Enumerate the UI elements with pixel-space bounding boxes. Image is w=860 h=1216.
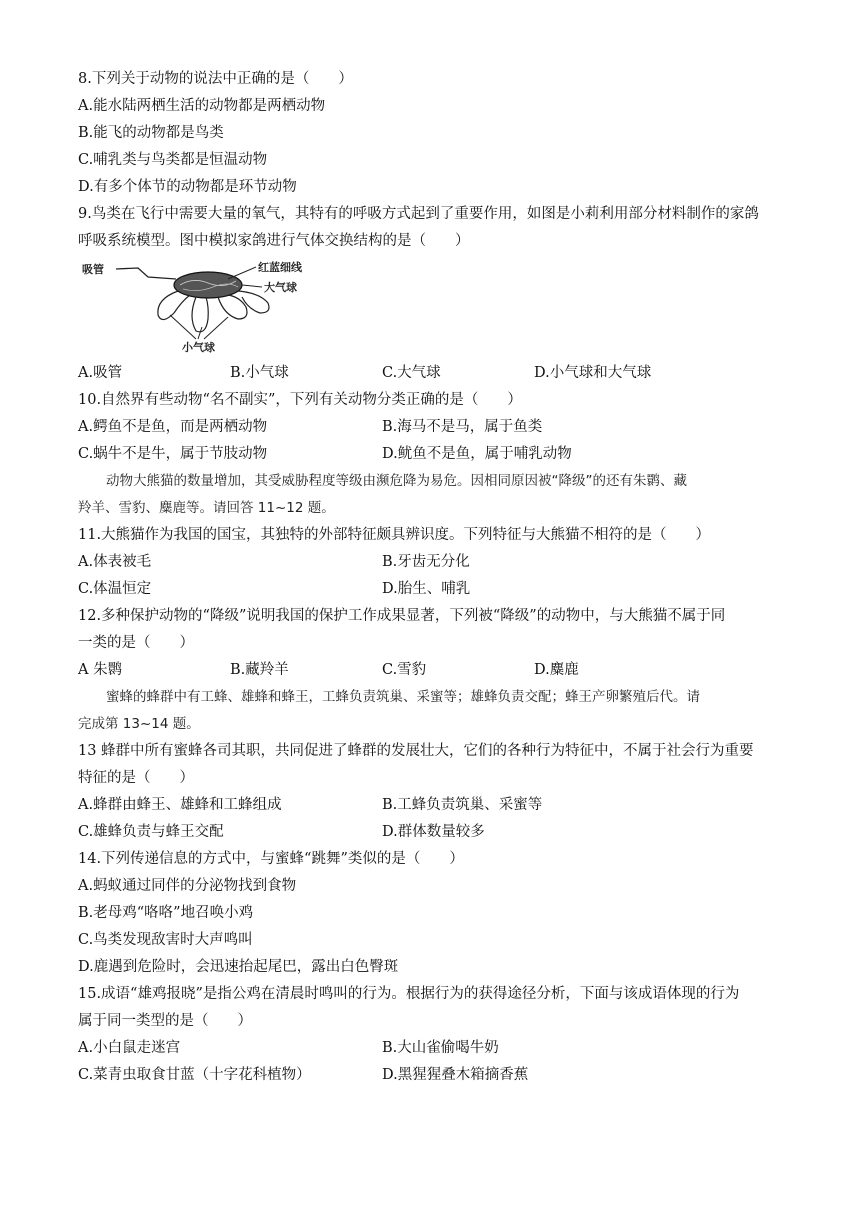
options-row bbox=[78, 819, 798, 846]
passage-line: 蜜蜂的蜂群中有工蜂、雄蜂和蜂王，工蜂负责筑巢、采蜜等；雄蜂负责交配；蜂王产卵繁殖后代。请 bbox=[106, 689, 700, 705]
option-b: B.海马不是马，属于鱼类 bbox=[382, 419, 543, 435]
options-row bbox=[78, 549, 798, 576]
option-d: D.麋鹿 bbox=[534, 662, 579, 678]
question-10 bbox=[78, 387, 798, 468]
passage-11-12 bbox=[78, 468, 798, 522]
question-stem-cont: 特征的是（ ） bbox=[78, 770, 194, 786]
passage-line: 完成第 13~14 题。 bbox=[78, 716, 200, 732]
option-a: A 朱鹮 bbox=[78, 662, 123, 678]
question-stem: 12.多种保护动物的“降级”说明我国的保护工作成果显著，下列被“降级”的动物中，与大熊猫不属于同 bbox=[78, 608, 726, 624]
option-a: A.小白鼠走迷宫 bbox=[78, 1040, 181, 1056]
model-drawing bbox=[78, 257, 378, 357]
passage-line: 羚羊、雪豹、麋鹿等。请回答 11~12 题。 bbox=[78, 500, 335, 516]
option-c: C.哺乳类与鸟类都是恒温动物 bbox=[78, 152, 268, 168]
question-11 bbox=[78, 522, 798, 603]
option-c: C.雪豹 bbox=[382, 662, 427, 678]
option-a: A.能水陆两栖生活的动物都是两栖动物 bbox=[78, 98, 326, 114]
option-d: D.有多个体节的动物都是环节动物 bbox=[78, 179, 297, 195]
question-12 bbox=[78, 603, 798, 684]
label-thread: 红蓝细线 bbox=[258, 261, 302, 274]
question-stem: 15.成语“雄鸡报晓”是指公鸡在清晨时鸣叫的行为。根据行为的获得途径分析，下面与该成语体现的行为 bbox=[78, 986, 740, 1002]
question-stem: 9.鸟类在飞行中需要大量的氧气，其特有的呼吸方式起到了重要作用，如图是小莉利用部分材料制作的家鸽 bbox=[78, 206, 759, 222]
option-c: C.雄蜂负责与蜂王交配 bbox=[78, 824, 224, 840]
option-c: C.体温恒定 bbox=[78, 581, 152, 597]
question-14 bbox=[78, 846, 798, 981]
option-b: B.大山雀偷喝牛奶 bbox=[382, 1040, 499, 1056]
option-b: B.能飞的动物都是鸟类 bbox=[78, 125, 224, 141]
option-a: A.鳄鱼不是鱼，而是两栖动物 bbox=[78, 419, 268, 435]
options-row bbox=[78, 792, 798, 819]
label-big-balloon: 大气球 bbox=[264, 281, 297, 294]
option-d: D.鱿鱼不是鱼，属于哺乳动物 bbox=[382, 446, 572, 462]
option-c: C.菜青虫取食甘蓝（十字花科植物） bbox=[78, 1067, 311, 1083]
option-d: D.胎生、哺乳 bbox=[382, 581, 471, 597]
options-row bbox=[78, 1062, 798, 1089]
exam-page bbox=[78, 66, 798, 1089]
question-9 bbox=[78, 201, 798, 387]
option-c: C.大气球 bbox=[382, 365, 441, 381]
question-stem-cont: 一类的是（ ） bbox=[78, 635, 194, 651]
options-row bbox=[78, 360, 798, 387]
option-b: B.牙齿无分化 bbox=[382, 554, 470, 570]
passage-line: 动物大熊猫的数量增加，其受威胁程度等级由濒危降为易危。因相同原因被“降级”的还有朱鹮、藏 bbox=[106, 473, 687, 489]
question-stem: 8.下列关于动物的说法中正确的是（ ） bbox=[78, 71, 353, 87]
option-a: A.蜂群由蜂王、雄蜂和工蜂组成 bbox=[78, 797, 282, 813]
option-a: A.体表被毛 bbox=[78, 554, 152, 570]
question-13 bbox=[78, 738, 798, 846]
question-stem: 13 蜂群中所有蜜蜂各司其职，共同促进了蜂群的发展壮大，它们的各种行为特征中，不属于社会行为重要 bbox=[78, 743, 754, 759]
option-b: B.小气球 bbox=[230, 365, 289, 381]
option-b: B.工蜂负责筑巢、采蜜等 bbox=[382, 797, 543, 813]
options-row bbox=[78, 576, 798, 603]
question-stem: 10.自然界有些动物“名不副实”，下列有关动物分类正确的是（ ） bbox=[78, 392, 522, 408]
question-stem-cont: 呼吸系统模型。图中模拟家鸽进行气体交换结构的是（ ） bbox=[78, 233, 470, 249]
option-b: B.藏羚羊 bbox=[230, 662, 289, 678]
options-row bbox=[78, 1035, 798, 1062]
option-d: D.群体数量较多 bbox=[382, 824, 485, 840]
option-a: A.吸管 bbox=[78, 365, 123, 381]
question-stem-cont: 属于同一类型的是（ ） bbox=[78, 1013, 252, 1029]
option-a: A.蚂蚁通过同伴的分泌物找到食物 bbox=[78, 878, 297, 894]
question-8 bbox=[78, 66, 798, 201]
question-15 bbox=[78, 981, 798, 1089]
options-row bbox=[78, 657, 798, 684]
options-row bbox=[78, 441, 798, 468]
pigeon-respiratory-model-figure bbox=[78, 257, 378, 357]
options-row bbox=[78, 414, 798, 441]
option-c: C.蜗牛不是牛，属于节肢动物 bbox=[78, 446, 268, 462]
label-tube: 吸管 bbox=[82, 263, 104, 276]
option-b: B.老母鸡“咯咯”地召唤小鸡 bbox=[78, 905, 254, 921]
option-d: D.黑猩猩叠木箱摘香蕉 bbox=[382, 1067, 529, 1083]
option-d: D.鹿遇到危险时，会迅速抬起尾巴，露出白色臀斑 bbox=[78, 959, 399, 975]
passage-13-14 bbox=[78, 684, 798, 738]
option-c: C.鸟类发现敌害时大声鸣叫 bbox=[78, 932, 253, 948]
option-d: D.小气球和大气球 bbox=[534, 365, 652, 381]
label-small-balloon: 小气球 bbox=[182, 341, 215, 354]
question-stem: 11.大熊猫作为我国的国宝，其独特的外部特征颇具辨识度。下列特征与大熊猫不相符的是（ ） bbox=[78, 527, 711, 543]
question-stem: 14.下列传递信息的方式中，与蜜蜂“跳舞”类似的是（ ） bbox=[78, 851, 464, 867]
